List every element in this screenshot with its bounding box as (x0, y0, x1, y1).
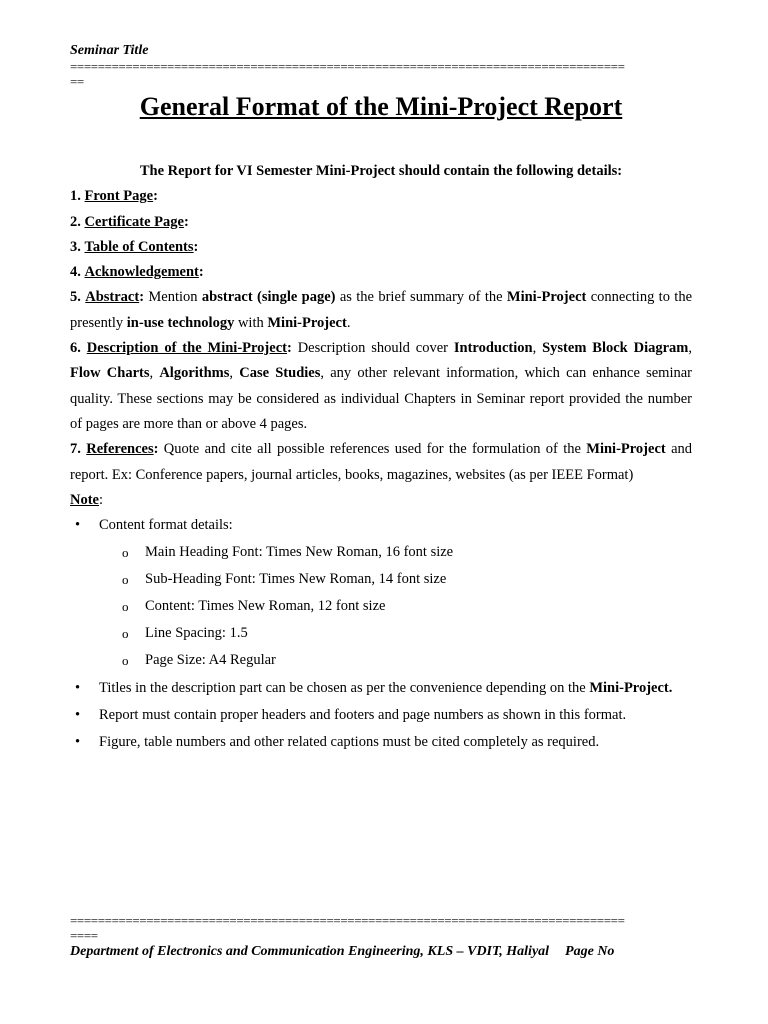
footer-rule: ================================================================================ (70, 914, 625, 927)
item-references: 7. References: Quote and cite all possible references used for the formulation of the Mini-Project and report. Ex: Conference papers, journal articles, books, magazines, websites (as per IEEE Format) (70, 441, 692, 483)
item-label: Table of Contents (84, 238, 194, 255)
main-heading: General Format of the Mini-Project Report (139, 92, 623, 121)
item-certificate-page: 2. Certificate Page: (70, 213, 189, 230)
footer (70, 944, 692, 960)
list-item: • Titles in the description part can be chosen as per the convenience depending on the Mini-Project. (70, 676, 692, 701)
item-label: Certificate Page (84, 213, 184, 230)
list-item: o Main Heading Font: Times New Roman, 16 font size (99, 539, 692, 566)
item-description: 6. Description of the Mini-Project: Description should cover Introduction, System Block Diagram, Flow Charts, Algorithms, Case Studies, any other relevant information, which can enhance seminar quality. These sections may be considered as individual Chapters in Seminar report provided the number of pages are more than or above 4 pages. (70, 340, 693, 432)
list-item: • Content format details: o Main Heading Font: Times New Roman, 16 font size o Sub-Heading Font: Times New Roman, 14 font size o Content: Times New Roman, 12 font size o Line Spacing: 1.5 o Page Size: A4 Regular (70, 513, 692, 674)
item-abstract: 5. Abstract: Mention abstract (single page) as the brief summary of the Mini-Project connecting to the presently in-use technology with Mini-Project. (70, 289, 693, 331)
footer-page-number: Page No (565, 944, 615, 959)
note-bullets (70, 513, 692, 755)
item-front-page: 1. Front Page: (70, 188, 158, 205)
note-heading: Note: (70, 491, 104, 508)
footer-department: Department of Electronics and Communication Engineering, KLS – VDIT, Haliyal (70, 944, 550, 959)
item-label: Front Page (84, 188, 154, 205)
list-item: o Sub-Heading Font: Times New Roman, 14 font size (99, 566, 692, 593)
header-seminar-title: Seminar Title (70, 43, 149, 58)
list-item: o Content: Times New Roman, 12 font size (99, 593, 692, 620)
list-item: o Line Spacing: 1.5 (99, 620, 692, 647)
item-label: References (86, 441, 154, 458)
item-table-of-contents: 3. Table of Contents: (70, 238, 199, 255)
item-label: Description of the Mini-Project (86, 340, 287, 357)
report-content (70, 159, 692, 756)
footer-rule-tail: ==== (70, 929, 98, 942)
item-label: Acknowledgement (84, 264, 199, 281)
header-rule: ================================================================================ (70, 60, 625, 73)
item-acknowledgement: 4. Acknowledgement: (70, 264, 204, 281)
list-item: • Figure, table numbers and other related captions must be cited completely as required. (70, 730, 692, 755)
item-label: Abstract (85, 289, 140, 306)
list-item: • Report must contain proper headers and footers and page numbers as shown in this format. (70, 703, 692, 728)
format-sublist (99, 539, 692, 674)
list-item: o Page Size: A4 Regular (99, 647, 692, 674)
intro-line: The Report for VI Semester Mini-Project should contain the following details: (139, 163, 623, 179)
header-rule-tail: == (70, 75, 84, 88)
